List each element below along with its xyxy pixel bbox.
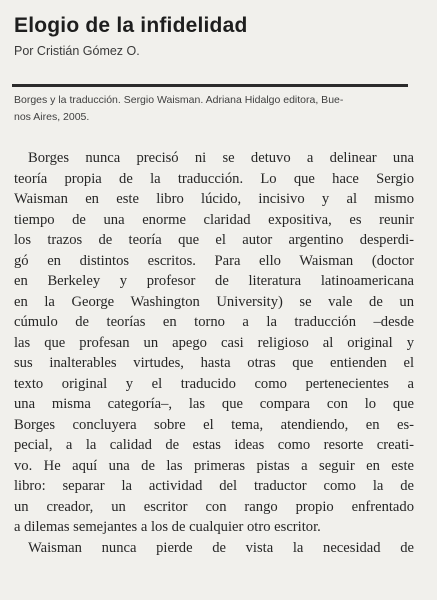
reference-line: Borges y la traducción. Sergio Waisman. Adriana Hidalgo editora, Bue-	[14, 94, 344, 106]
horizontal-rule	[12, 84, 408, 87]
book-reference	[14, 92, 410, 126]
body-line: en Berkeley y profesor de literatura latinoamericana	[14, 273, 414, 289]
body-line: vo. He aquí una de las primeras pistas a seguir en este	[14, 457, 414, 474]
body-line: sus inalterables virtudes, hasta otras que entienden el	[14, 355, 414, 371]
body-line: pecial, a la calidad de estas ideas como resorte creati-	[14, 437, 414, 453]
body-line: tiempo de una enorme claridad expositiva, es reunir	[14, 211, 414, 228]
body-line: Borges concluyera sobre el tema, atendiendo, en es-	[14, 416, 414, 433]
reference-line: nos Aires, 2005.	[14, 111, 90, 123]
body-line: un creador, un escritor con rango propio enfrentado	[14, 498, 414, 515]
body-line: libro: separar la actividad del traductor como la de	[14, 478, 414, 494]
body-line: una misma categoría–, las que compara con lo que	[14, 396, 414, 412]
body-line: los trazos de teoría que el autor argentino desperdi-	[14, 232, 414, 248]
body-line: Borges nunca precisó ni se detuvo a delinear una	[28, 150, 414, 166]
body-line: Waisman nunca pierde de vista la necesidad de	[28, 539, 414, 556]
body-line: a dilemas semejantes a los de cualquier otro escritor.	[14, 519, 321, 535]
body-line: texto original y el traducido como pertenecientes a	[14, 375, 414, 392]
body-line: cúmulo de teorías en torno a la traducción –desde	[14, 314, 414, 330]
body-line: teoría propia de la traducción. Lo que hace Sergio	[14, 170, 414, 187]
body-line: gó en distintos escritos. Para ello Waisman (doctor	[14, 252, 414, 269]
article-title: Elogio de la infidelidad	[14, 14, 248, 37]
body-line: las que profesan un apego casi religioso al original y	[14, 334, 414, 351]
body-line: Waisman en este libro lúcido, incisivo y al mismo	[14, 191, 414, 207]
body-line: en la George Washington University) se vale de un	[14, 293, 414, 310]
article-byline: Por Cristián Gómez O.	[14, 44, 140, 58]
article-body	[14, 148, 414, 558]
